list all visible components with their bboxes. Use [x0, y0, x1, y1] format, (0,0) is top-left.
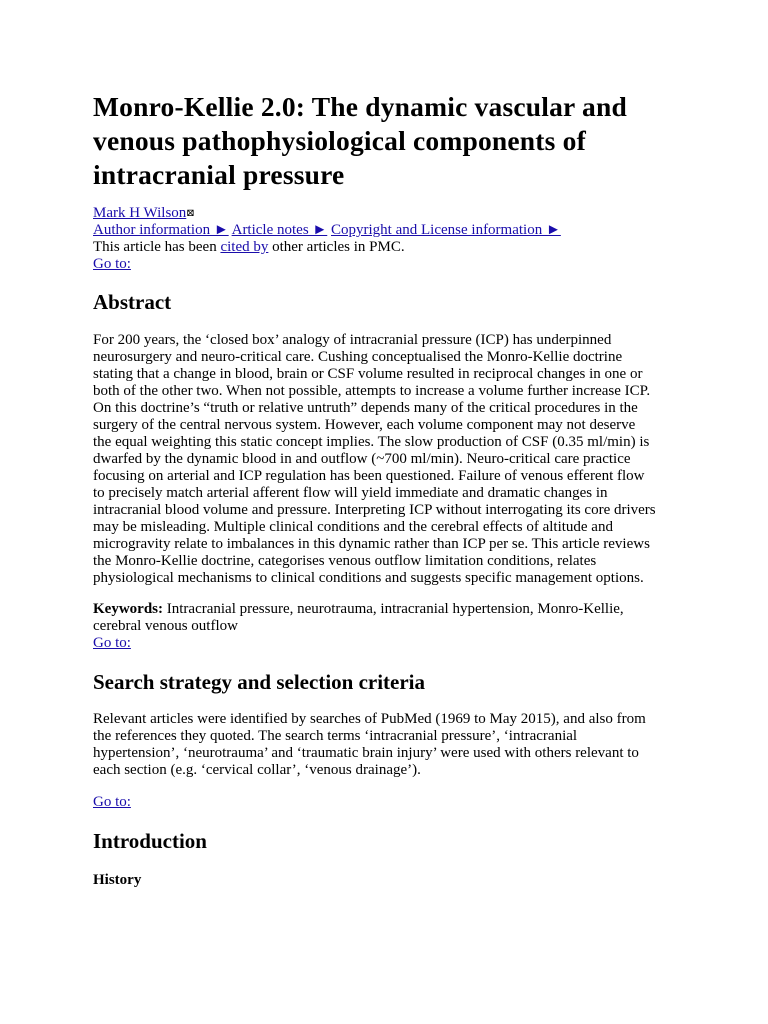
abstract-line: may be misleading. Multiple clinical conditions and the cerebral effects of altitude and	[93, 519, 613, 535]
cited-prefix: This article has been	[93, 239, 221, 255]
search-line: each section (e.g. ‘cervical collar’, ‘venous drainage’).	[93, 762, 421, 778]
article-notes-link[interactable]: Article notes ►	[231, 222, 328, 238]
search-line: hypertension’, ‘neurotrauma’ and ‘traumatic brain injury’ were used with others relevant to	[93, 745, 639, 761]
abstract-line: surgery of the central nervous system. However, each volume component may not deserve	[93, 417, 636, 433]
article-meta	[93, 205, 693, 273]
abstract-line: physiological mechanisms to clinical conditions and suggests specific management options.	[93, 570, 644, 586]
cited-suffix: other articles in PMC.	[268, 239, 405, 255]
goto-link-abstract[interactable]: Go to:	[93, 635, 131, 651]
author-link[interactable]: Mark H Wilson	[93, 205, 187, 221]
abstract-line: stating that a change in blood, brain or CSF volume resulted in reciprocal changes in one or	[93, 366, 643, 382]
article-title: Monro-Kellie 2.0: The dynamic vascular and venous pathophysiological components of intracranial pressure	[93, 91, 627, 190]
abstract-line: dwarfed by the dynamic blood in and outflow (~700 ml/min). Neuro-critical care practice	[93, 451, 631, 467]
abstract-line: the equal weighting this static concept implies. The slow production of CSF (0.35 ml/min) is	[93, 434, 650, 450]
abstract-line: to precisely match arterial afferent flow will yield immediate and dramatic changes in	[93, 485, 608, 501]
abstract-line: the Monro-Kellie doctrine, categorises venous outflow limitation conditions, relates	[93, 553, 597, 569]
email-icon[interactable]: ⊠	[186, 208, 195, 219]
article-nav-links	[93, 222, 693, 239]
keywords-text: Intracranial pressure, neurotrauma, intracranial hypertension, Monro-Kellie,	[163, 601, 624, 617]
copyright-license-link[interactable]: Copyright and License information ►	[331, 222, 561, 238]
cited-by-line	[93, 239, 693, 256]
cited-by-link[interactable]: cited by	[220, 239, 269, 255]
search-line: Relevant articles were identified by searches of PubMed (1969 to May 2015), and also from	[93, 711, 646, 727]
abstract-line: focusing on arterial and ICP regulation has been questioned. Failure of venous efferent flow	[93, 468, 645, 484]
author-line	[93, 205, 693, 222]
abstract-line: intracranial blood volume and pressure. Interpreting ICP without interrogating its core drivers	[93, 502, 656, 518]
goto-block-search	[93, 794, 673, 811]
goto-link-top[interactable]: Go to:	[93, 256, 131, 272]
keywords-text-continued: cerebral venous outflow	[93, 618, 238, 634]
goto-link-search[interactable]: Go to:	[93, 794, 131, 810]
abstract-heading: Abstract	[93, 290, 172, 314]
abstract-line: microgravity relate to imbalances in this dynamic rather than ICP per se. This article reviews	[93, 536, 650, 552]
keywords-block	[93, 601, 673, 652]
abstract-line: For 200 years, the ‘closed box’ analogy of intracranial pressure (ICP) has underpinned	[93, 332, 612, 348]
keywords-label: Keywords:	[93, 601, 163, 617]
author-information-link[interactable]: Author information ►	[93, 222, 229, 238]
search-strategy-heading: Search strategy and selection criteria	[93, 670, 426, 694]
history-subheading: History	[93, 872, 142, 888]
abstract-line: On this doctrine’s “truth or relative untruth” depends many of the critical procedures in the	[93, 400, 638, 416]
abstract-line: both of the other two. When not possible, attempts to increase a volume further increase ICP.	[93, 383, 651, 399]
introduction-heading: Introduction	[93, 829, 207, 853]
abstract-paragraph	[93, 332, 673, 587]
search-strategy-paragraph	[93, 711, 673, 779]
abstract-line: neurosurgery and neuro-critical care. Cushing conceptualised the Monro-Kellie doctrine	[93, 349, 623, 365]
search-line: the references they quoted. The search terms ‘intracranial pressure’, ‘intracranial	[93, 728, 578, 744]
